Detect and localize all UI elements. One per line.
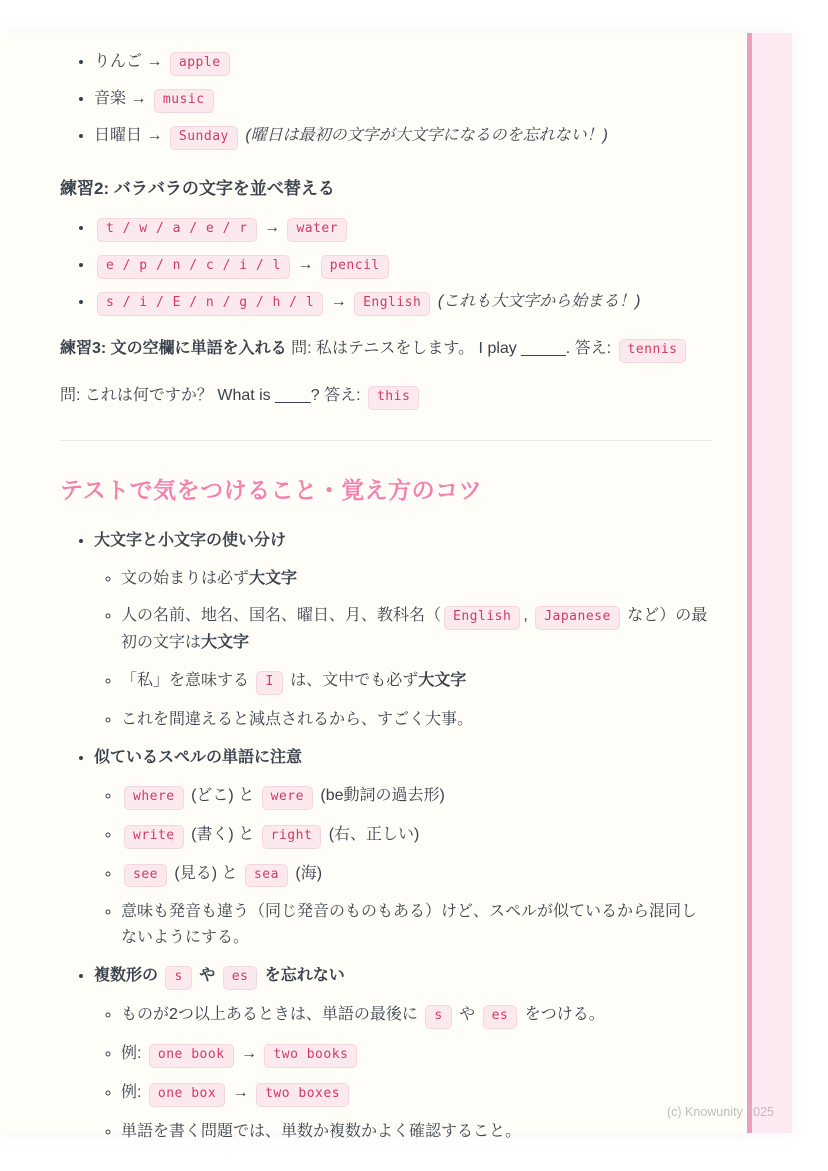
bold-run: 大文字 [249,569,298,587]
text-run: 例: [121,1044,146,1062]
code-badge: s [165,966,191,990]
code-badge: t / w / a / e / r [97,218,257,242]
list-item [94,289,712,316]
text-run: 問: 私はテニスをします。 I play _____. 答え: [286,339,616,357]
footer-credit: (c) Knowunity 2025 [666,1105,774,1119]
code-badge: sea [245,864,288,888]
bold-run: 練習3: 文の空欄に単語を入れる [60,339,287,357]
text-run: (見る) と [169,864,242,882]
text-run: ものが2つ以上あるときは、単語の最後に [121,1006,423,1023]
text-run: をつける。 [520,1006,605,1023]
sub-heading [60,177,712,201]
code-badge: were [262,786,313,810]
sub-list-item [121,899,712,951]
sub-list-item [121,668,712,695]
code-badge: I [256,671,282,695]
code-badge: English [444,606,520,630]
sub-list-item [121,603,712,656]
text-run: (海) [290,864,323,882]
code-badge: right [262,825,322,849]
code-badge: Japanese [535,606,620,630]
code-badge: Sunday [170,126,238,150]
text-run: → [236,1044,262,1062]
code-badge: one box [149,1083,225,1107]
page-accent-line [747,33,752,1133]
text-run: (be動詞の過去形) [315,786,445,804]
bold-run: を忘れない [260,967,345,985]
bold-run: 複数形の [94,967,163,985]
text-run: や [454,1006,480,1023]
code-badge: this [368,386,419,410]
sub-list [94,1002,712,1144]
code-badge: one book [149,1044,234,1068]
text-run: , [523,607,533,625]
paragraph [60,383,712,410]
sub-list-item [121,1119,712,1145]
italic-run: (これも大文字から始まる！) [437,293,641,311]
sub-list-item [121,1080,712,1107]
code-badge: two books [264,1044,357,1068]
text-run: 人の名前、地名、国名、曜日、月、教科名（ [121,607,442,625]
bullet-list [60,49,712,150]
code-badge: music [154,89,214,113]
page-accent-band [752,33,792,1133]
text-run: 日曜日 → [94,126,167,144]
text-run: 単語を書く問題では、単数か複数かよく確認すること。 [121,1122,522,1140]
code-badge: es [483,1005,518,1029]
bold-run: 大文字 [201,634,250,652]
text-run: 意味も発音も違う（同じ発音のものもある）けど、スペルが似ているから混同しないようにする。 [121,903,698,947]
list-item [94,123,712,150]
text-run: → [259,219,285,237]
bold-run: 大文字 [418,672,467,690]
sub-list [94,783,712,951]
list-item [94,49,712,76]
code-badge: two boxes [256,1083,349,1107]
sub-list-item [121,1002,712,1029]
text-run: りんご → [94,53,167,70]
bold-run: 大文字と小文字の使い分け [94,531,287,549]
code-badge: pencil [321,255,389,279]
bullet-list [60,528,712,1145]
list-item [94,963,712,1144]
list-item [94,215,712,242]
bold-run: や [194,967,220,985]
text-run: これを間違えると減点されるから、すごく大事。 [121,711,474,728]
text-run: など）の最初の文字は [121,607,708,652]
text-run: 「私」を意味する [121,672,254,690]
text-run: → [326,293,352,311]
document-page [0,33,792,1140]
text-run: (書く) と [186,825,259,843]
bullet-list [60,215,712,316]
text-run: (右、正しい) [324,825,420,843]
code-badge: tennis [619,339,687,363]
code-badge: apple [170,52,230,76]
list-item [94,252,712,279]
text-run: → [292,256,318,274]
sub-list-item [121,783,712,810]
text-run: 練習2: バラバラの文字を並べ替える [60,178,335,198]
sub-list [94,566,712,733]
sub-list-item [121,861,712,888]
text-run: テストで気をつけること・覚え方のコツ [60,476,483,503]
document-content [60,33,712,1164]
text-run: 音楽 → [94,89,151,107]
code-badge: s / i / E / n / g / h / l [97,292,323,316]
code-badge: water [287,218,347,242]
text-run: 文の始まりは必ず [121,569,250,587]
text-run: 問: これは何ですか？ What is ____? 答え: [60,386,365,404]
divider [60,440,712,441]
code-badge: s [425,1005,451,1029]
code-badge: English [354,292,430,316]
text-run: 例: [121,1083,146,1101]
sub-list-item [121,1041,712,1068]
text-run: (どこ) と [186,786,259,804]
code-badge: e / p / n / c / i / l [97,255,290,279]
list-item [94,86,712,113]
paragraph [60,336,712,363]
sub-list-item [121,707,712,733]
code-badge: where [124,786,184,810]
section-heading [60,475,712,506]
code-badge: write [124,825,184,849]
list-item [94,528,712,733]
text-run: は、文中でも必ず [285,672,419,690]
code-badge: see [124,864,167,888]
sub-list-item [121,822,712,849]
italic-run: (曜日は最初の文字が大文字になるのを忘れない！) [245,126,608,144]
sub-list-item [121,566,712,592]
bold-run: 似ているスペルの単語に注意 [94,748,303,766]
text-run: → [228,1083,254,1101]
list-item [94,745,712,951]
code-badge: es [223,966,258,990]
